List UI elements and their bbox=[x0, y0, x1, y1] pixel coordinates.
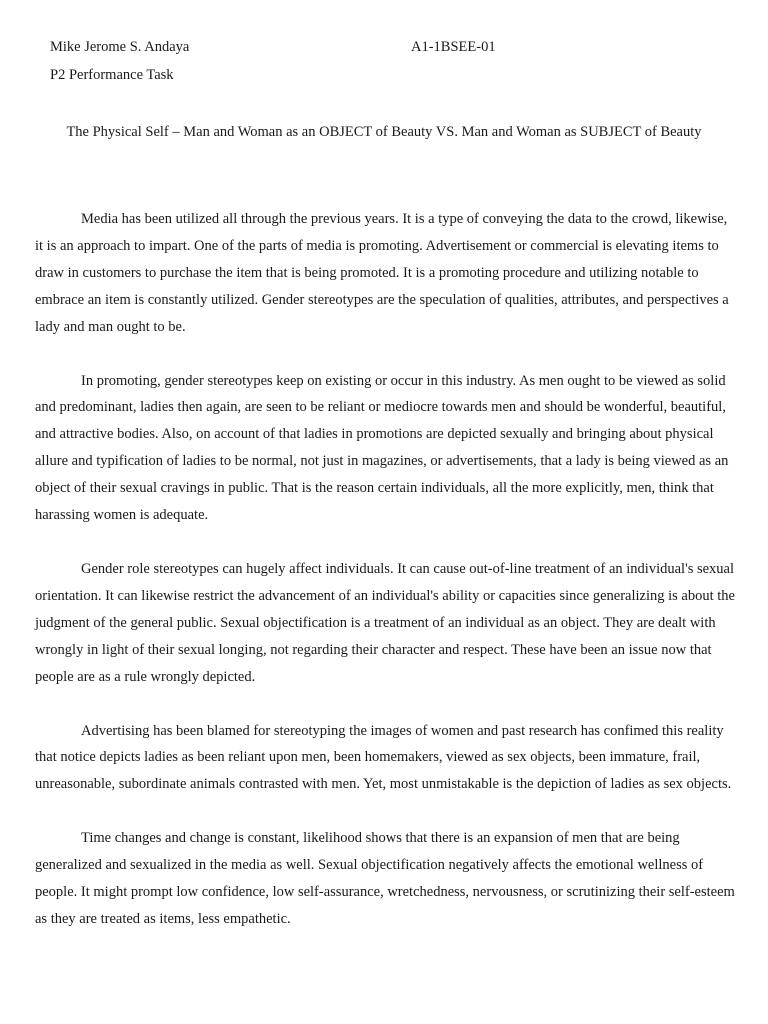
document-title: The Physical Self – Man and Woman as an OBJECT of Beauty VS. Man and Woman as SUBJECT of Beauty bbox=[66, 124, 702, 140]
paragraph-3: Gender role stereotypes can hugely affect individuals. It can cause out-of-line treatment of an individual's sexual orientation. It can likewise restrict the advancement of an individual's ability or capacities since generalizing is about the judgment of the general public. Sexual objectification is a treatment of an individual as an object. They are dealt with wrongly in light of their sexual longing, not regarding their character and respect. These have been an issue now that people are as a rule wrongly depicted. bbox=[35, 560, 735, 685]
paragraph-5: Time changes and change is constant, likelihood shows that there is an expansion of men that are being generalized and sexualized in the media as well. Sexual objectification negatively affects the emotional wellness of people. It might prompt low confidence, low self-assurance, wretchedness, nervousness, or scrutinizing their self-esteem as they are treated as items, less empathetic. bbox=[35, 830, 735, 927]
paragraph-1: Media has been utilized all through the previous years. It is a type of conveying the data to the crowd, likewise, it is an approach to impart. One of the parts of media is promoting. Advertisement or commercial is elevating items to draw in customers to purchase the item that is being promoted. It is a promoting procedure and utilizing notable to embrace an item is constantly utilized. Gender stereotypes are the speculation of qualities, attributes, and perspectives a lady and man ought to be. bbox=[35, 211, 729, 335]
author-name: Mike Jerome S. Andaya bbox=[50, 39, 190, 55]
section-code: A1-1BSEE-01 bbox=[411, 39, 496, 55]
document-body bbox=[35, 206, 736, 960]
task-label: P2 Performance Task bbox=[50, 67, 174, 83]
paragraph-4: Advertising has been blamed for stereotyping the images of women and past research has confimed this reality that notice depicts ladies as been reliant upon men, been homemakers, viewed as sex objects, been immature, frail, unreasonable, subordinate animals contrasted with men. Yet, most unmistakable is the depiction of ladies as sex objects. bbox=[35, 722, 732, 793]
paragraph-2: In promoting, gender stereotypes keep on existing or occur in this industry. As men ought to be viewed as solid and predominant, ladies then again, are seen to be reliant or mediocre towards men and should be wonderful, beautiful, and attractive bodies. Also, on account of that ladies in promotions are depicted sexually and bringing about physical allure and typification of ladies to be normal, not just in magazines, or advertisements, that a lady is being viewed as an object of their sexual cravings in public. That is the reason certain individuals, all the more explicitly, men, think that harassing women is adequate. bbox=[35, 372, 729, 524]
